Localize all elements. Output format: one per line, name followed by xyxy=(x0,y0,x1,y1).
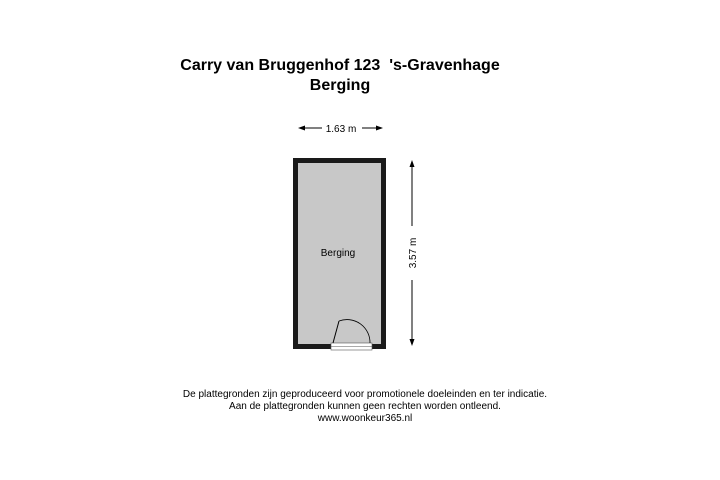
address-title: Carry van Bruggenhof 123 's-Gravenhage xyxy=(180,57,500,74)
width-label: 1.63 m xyxy=(325,124,357,135)
depth-dimension xyxy=(408,160,419,346)
disclaimer-line-2: Aan de plattegronden kunnen geen rechten worden ontleend. xyxy=(229,401,501,412)
room-label: Berging xyxy=(320,248,356,259)
depth-label: 3.57 m xyxy=(408,237,419,269)
disclaimer xyxy=(0,389,720,425)
width-dimension xyxy=(298,124,383,135)
website-link[interactable]: www.woonkeur365.nl xyxy=(317,413,413,424)
disclaimer-line-1: De plattegronden zijn geproduceerd voor promotionele doeleinden en ter indicatie. xyxy=(182,389,548,400)
floor-subtitle: Berging xyxy=(309,77,371,94)
